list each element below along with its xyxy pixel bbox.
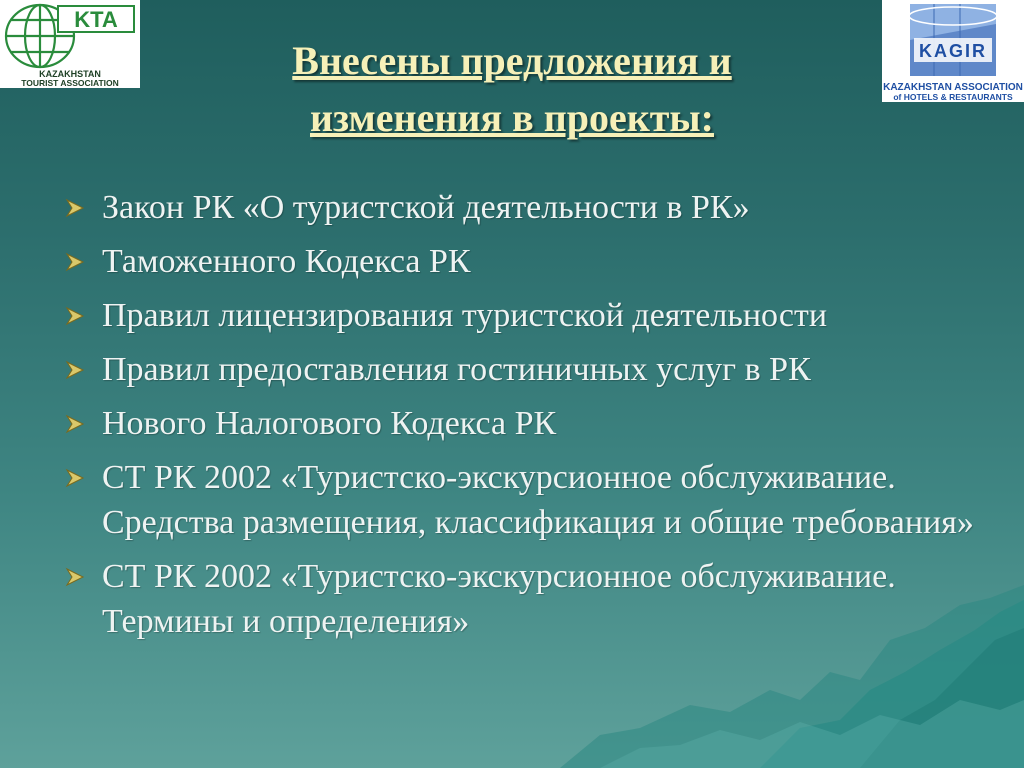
arrowhead-bullet-icon xyxy=(64,197,86,219)
kta-logo-line1: KAZAKHSTAN xyxy=(39,69,101,79)
list-item xyxy=(64,185,984,230)
arrowhead-bullet-icon xyxy=(64,359,86,381)
list-item xyxy=(64,401,984,446)
list-item-text: СТ РК 2002 «Туристско-экскурсионное обслуживание. Средства размещения, классификация и общие требования» xyxy=(102,459,974,541)
list-item-text: Таможенного Кодекса РК xyxy=(102,243,471,280)
arrowhead-bullet-icon xyxy=(64,413,86,435)
list-item xyxy=(64,293,984,338)
list-item-text: Нового Налогового Кодекса РК xyxy=(102,405,557,442)
list-item-text: СТ РК 2002 «Туристско-экскурсионное обслуживание. Термины и определения» xyxy=(102,558,896,640)
list-item-text: Правил предоставления гостиничных услуг в РК xyxy=(102,351,811,388)
list-item-text: Правил лицензирования туристской деятельности xyxy=(102,297,828,334)
kagir-logo xyxy=(882,0,1024,102)
list-item xyxy=(64,239,984,284)
arrowhead-bullet-icon xyxy=(64,467,86,489)
slide-title-line2: изменения в проекты: xyxy=(310,95,714,140)
kagir-logo-abbr: KAGIR xyxy=(919,41,987,61)
list-item xyxy=(64,455,984,545)
arrowhead-bullet-icon xyxy=(64,251,86,273)
bullet-list xyxy=(64,185,984,653)
arrowhead-bullet-icon xyxy=(64,566,86,588)
kagir-logo-line1: KAZAKHSTAN ASSOCIATION xyxy=(883,82,1023,93)
list-item xyxy=(64,347,984,392)
kta-logo-abbr: KTA xyxy=(74,7,118,32)
kagir-logo-line2: of HOTELS & RESTAURANTS xyxy=(893,92,1013,102)
kta-logo xyxy=(0,0,140,88)
arrowhead-bullet-icon xyxy=(64,305,86,327)
slide-title xyxy=(150,32,874,146)
kta-logo-line2: TOURIST ASSOCIATION xyxy=(21,78,119,88)
list-item xyxy=(64,554,984,644)
slide-title-line1: Внесены предложения и xyxy=(292,38,732,83)
list-item-text: Закон РК «О туристской деятельности в РК» xyxy=(102,189,750,226)
